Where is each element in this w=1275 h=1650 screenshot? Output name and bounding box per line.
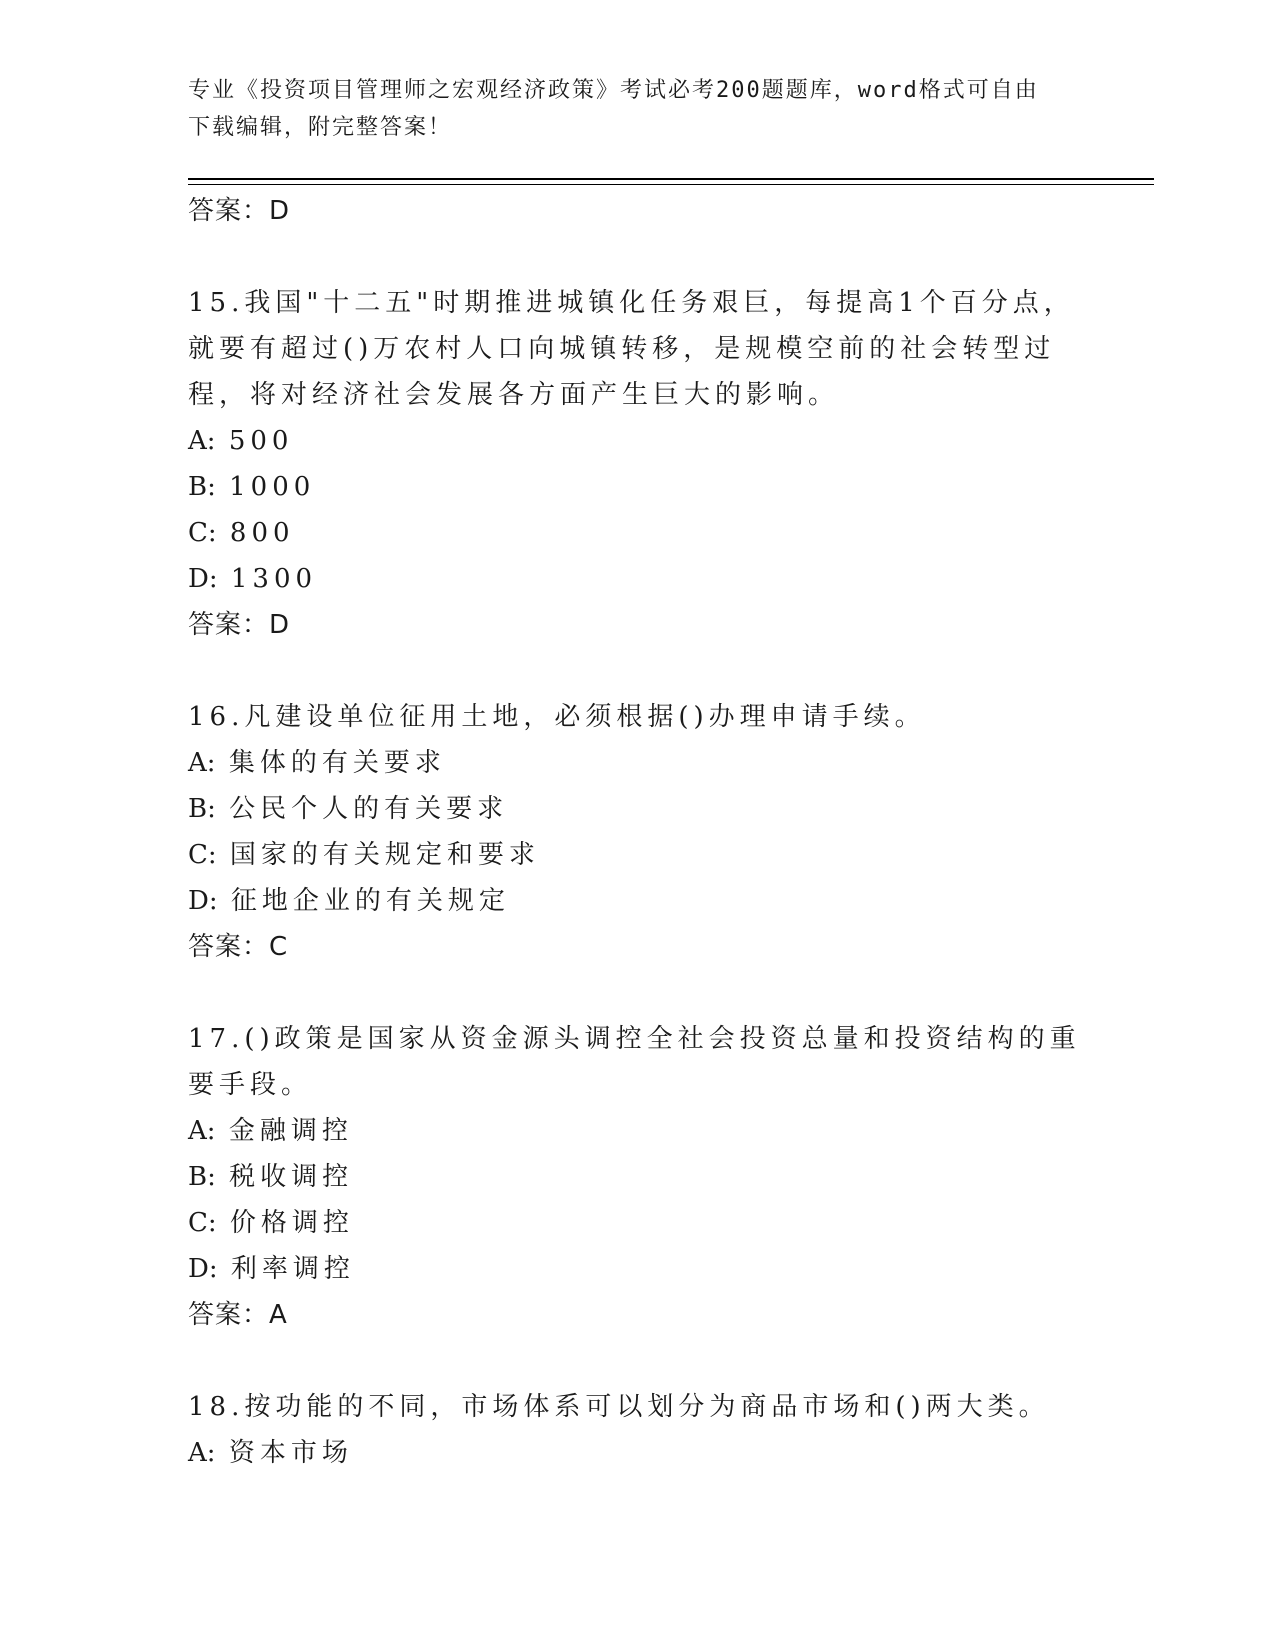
question-15 xyxy=(188,280,1088,648)
option-a xyxy=(188,1108,1088,1154)
question-stem: 15.我国"十二五"时期推进城镇化任务艰巨，每提高1个百分点，就要有超过()万农村人口向城镇转移，是规模空前的社会转型过程，将对经济社会发展各方面产生巨大的影响。 xyxy=(188,288,1075,410)
option-text: 500 xyxy=(228,426,294,456)
option-letter: C: xyxy=(188,840,217,870)
option-letter: D: xyxy=(188,1254,218,1284)
header-rule-thick xyxy=(188,178,1154,180)
option-text: 金融调控 xyxy=(228,1116,353,1146)
question-stem: 16.凡建设单位征用土地，必须根据()办理申请手续。 xyxy=(188,702,926,732)
option-letter: B: xyxy=(188,794,216,824)
option-letter: B: xyxy=(188,472,216,502)
option-b xyxy=(188,1154,1088,1200)
option-a xyxy=(188,418,1088,464)
question-17 xyxy=(188,1016,1088,1338)
option-d xyxy=(188,1246,1088,1292)
answer-line: 答案：D xyxy=(188,196,291,226)
option-d xyxy=(188,878,1088,924)
option-letter: A: xyxy=(188,748,216,778)
option-letter: D: xyxy=(188,564,218,594)
option-c xyxy=(188,832,1088,878)
question-stem: 17.()政策是国家从资金源头调控全社会投资总量和投资结构的重要手段。 xyxy=(188,1024,1081,1100)
option-text: 利率调控 xyxy=(230,1254,355,1284)
option-text: 集体的有关要求 xyxy=(228,748,446,778)
header-rule-thin xyxy=(188,184,1154,185)
option-c xyxy=(188,1200,1088,1246)
option-letter: A: xyxy=(188,1116,216,1146)
document-body xyxy=(188,188,1088,1476)
header-line-2: 下载编辑，附完整答案！ xyxy=(188,115,453,140)
option-letter: A: xyxy=(188,426,216,456)
option-b xyxy=(188,464,1088,510)
answer-line: 答案：A xyxy=(188,1300,288,1330)
option-text: 税收调控 xyxy=(229,1162,354,1192)
option-letter: C: xyxy=(188,518,217,548)
option-text: 公民个人的有关要求 xyxy=(229,794,509,824)
option-text: 1000 xyxy=(229,472,316,502)
question-18 xyxy=(188,1384,1088,1476)
option-letter: C: xyxy=(188,1208,217,1238)
answer-line: 答案：D xyxy=(188,610,291,640)
question-stem: 18.按功能的不同，市场体系可以划分为商品市场和()两大类。 xyxy=(188,1392,1050,1422)
header-line-1: 专业《投资项目管理师之宏观经济政策》考试必考200题题库，word格式可自由 xyxy=(188,78,1039,103)
question-16 xyxy=(188,694,1088,970)
option-text: 800 xyxy=(229,518,295,548)
option-letter: D: xyxy=(188,886,218,916)
option-text: 征地企业的有关规定 xyxy=(230,886,510,916)
option-text: 国家的有关规定和要求 xyxy=(229,840,540,870)
option-letter: A: xyxy=(188,1438,216,1468)
option-a xyxy=(188,740,1088,786)
option-text: 资本市场 xyxy=(228,1438,353,1468)
answer-line: 答案：C xyxy=(188,932,289,962)
option-text: 价格调控 xyxy=(229,1208,354,1238)
option-c xyxy=(188,510,1088,556)
option-d xyxy=(188,556,1088,602)
document-header xyxy=(188,72,1088,146)
option-text: 1300 xyxy=(230,564,318,594)
option-letter: B: xyxy=(188,1162,216,1192)
option-a xyxy=(188,1430,1088,1476)
option-b xyxy=(188,786,1088,832)
